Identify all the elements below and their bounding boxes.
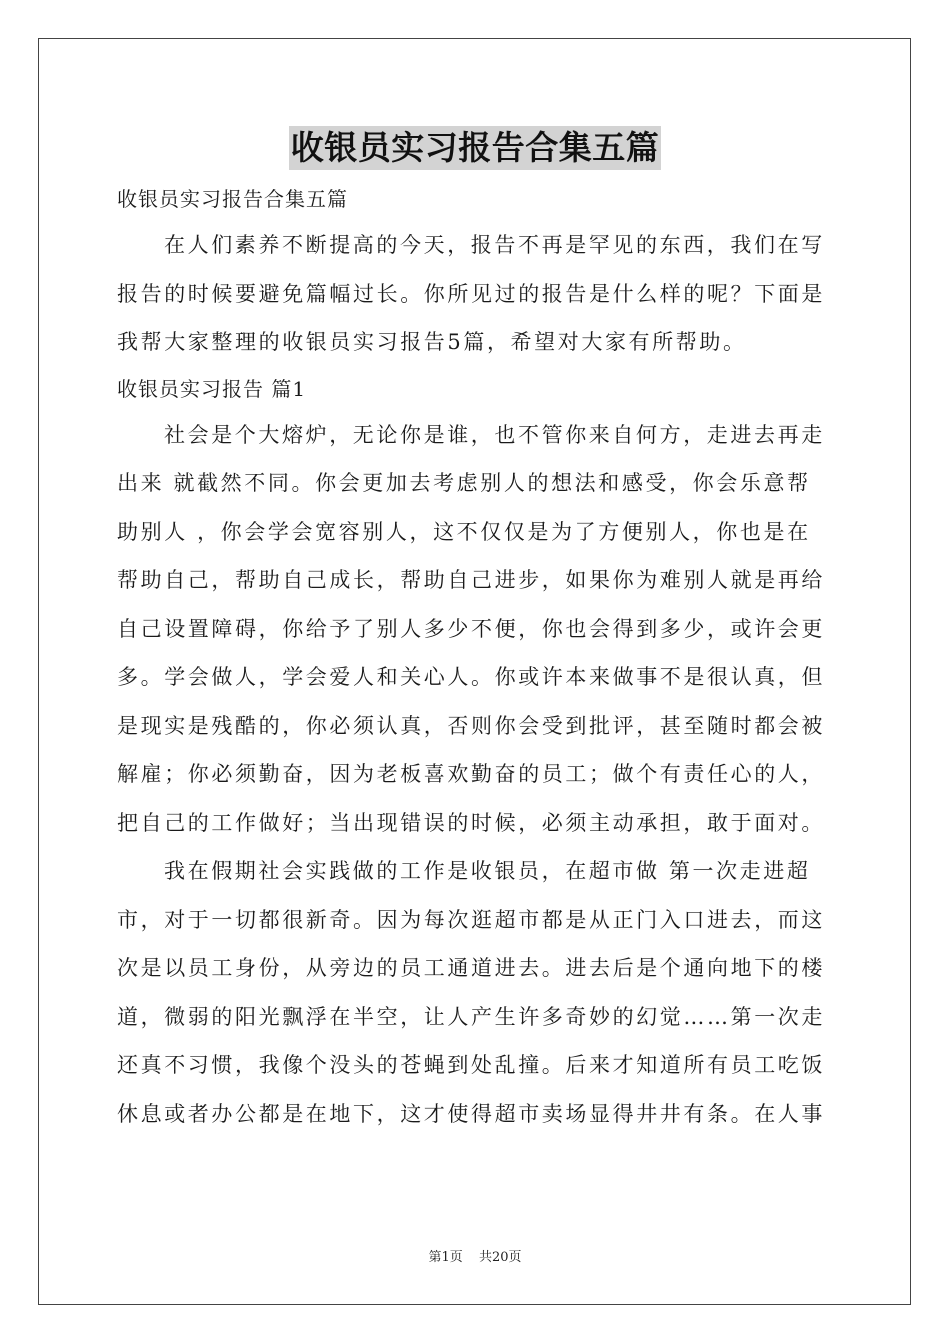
text-line: 市，对于一切都很新奇。因为每次逛超市都是从正门入口进去，而这 — [117, 907, 825, 932]
paragraph-2 — [117, 847, 833, 1138]
document-title: 收银员实习报告合集五篇 — [289, 126, 662, 170]
text-line: 我在假期社会实践做的工作是收银员，在超市做 第一次走进超 — [164, 859, 811, 883]
text-line: 出来 就截然不同。你会更加去考虑别人的想法和感受，你会乐意帮 — [117, 471, 811, 495]
text-line: 次是以员工身份，从旁边的员工通道进去。进去后是个通向地下的楼 — [117, 956, 825, 980]
document-body — [117, 177, 833, 1138]
text-line: 道，微弱的阳光飘浮在半空，让人产生许多奇妙的幻觉……第一次走 — [117, 1004, 825, 1029]
text-line: 多。学会做人，学会爱人和关心人。你或许本来做事不是很认真，但 — [117, 665, 825, 689]
page-total: 共20页 — [478, 1250, 522, 1265]
text-line: 我帮大家整理的收银员实习报告5篇，希望对大家有所帮助。 — [117, 330, 747, 354]
text-line: 休息或者办公都是在地下，这才使得超市卖场显得井井有条。在人事 — [117, 1101, 825, 1126]
text-line: 把自己的工作做好；当出现错误的时候，必须主动承担，敢于面对。 — [117, 810, 825, 835]
text-line: 社会是个大熔炉，无论你是谁，也不管你来自何方，走进去再走 — [164, 422, 825, 447]
section-heading: 收银员实习报告 篇1 — [117, 376, 307, 401]
subtitle: 收银员实习报告合集五篇 — [117, 187, 348, 211]
text-line: 是现实是残酷的，你必须认真，否则你会受到批评，甚至随时都会被 — [117, 713, 825, 738]
text-line: 解雇；你必须勤奋，因为老板喜欢勤奋的员工；做个有责任心的人， — [117, 762, 825, 786]
title-container — [0, 126, 950, 170]
intro-paragraph — [117, 221, 833, 367]
text-line: 在人们素养不断提高的今天，报告不再是罕见的东西，我们在写 — [164, 233, 825, 257]
page-footer — [0, 1246, 950, 1265]
text-line: 助别人 ，你会学会宽容别人，这不仅仅是为了方便别人，你也是在 — [117, 519, 811, 544]
text-line: 帮助自己，帮助自己成长，帮助自己进步，如果你为难别人就是再给 — [117, 568, 825, 592]
text-line: 自己设置障碍，你给予了别人多少不便，你也会得到多少，或许会更 — [117, 616, 825, 641]
page-number: 第1页 — [428, 1250, 463, 1265]
text-line: 报告的时候要避免篇幅过长。你所见过的报告是什么样的呢？下面是 — [117, 281, 825, 306]
paragraph-1 — [117, 411, 833, 848]
text-line: 还真不习惯，我像个没头的苍蝇到处乱撞。后来才知道所有员工吃饭 — [117, 1053, 825, 1077]
